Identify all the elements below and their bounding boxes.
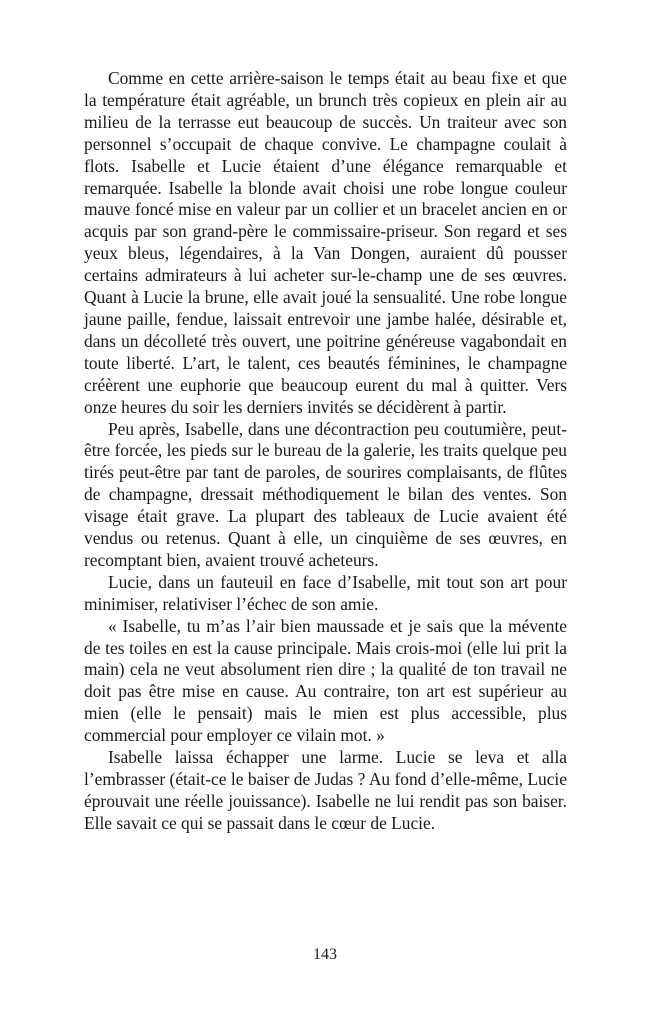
paragraph-dialogue: « Isabelle, tu m’as l’air bien maussade et je sais que la mévente de tes toiles en est la cause principale. Mais crois-moi (elle lui prit la main) cela ne veut absolument rien dire ; la qualité de ton travail ne doit pas être mise en cause. Au contraire, ton art est supérieur au mien (elle le pensait) mais le mien est plus accessible, plus commercial pour employer ce vilain mot. »	[84, 615, 567, 746]
paragraph-sales-review: Peu après, Isabelle, dans une décontraction peu coutumière, peut-être forcée, les pieds sur le bureau de la galerie, les traits quelque peu tirés peut-être par tant de paroles, de sourires complaisants, de flûtes de champagne, dressait méthodiquement le bilan des ventes. Son visage était grave. La plupart des tableaux de Lucie avaient été vendus ou retenus. Quant à elle, un cinquième de ses œuvres, en recomptant bien, avaient trouvé acheteurs.	[84, 418, 567, 570]
paragraph-lucie-armchair: Lucie, dans un fauteuil en face d’Isabelle, mit tout son art pour minimiser, relativiser l’échec de son amie.	[84, 571, 567, 614]
paragraph-tear: Isabelle laissa échapper une larme. Lucie se leva et alla l’embrasser (était-ce le baiser de Judas ? Au fond d’elle-même, Lucie éprouvait une réelle jouissance). Isabelle ne lui rendit pas son baiser. Elle savait ce qui se passait dans le cœur de Lucie.	[84, 747, 567, 833]
page-number: 143	[313, 946, 337, 963]
body-text	[84, 68, 567, 835]
paragraph-brunch: Comme en cette arrière-saison le temps était au beau fixe et que la température était agréable, un brunch très copieux en plein air au milieu de la terrasse eut beaucoup de succès. Un traiteur avec son personnel s’occupait de chaque convive. Le champagne coulait à flots. Isabelle et Lucie étaient d’une élégance remarquable et remarquée. Isabelle la blonde avait choisi une robe longue couleur mauve foncé mise en valeur par un collier et un bracelet ancien en or acquis par son grand-père le commissaire-priseur. Son regard et ses yeux bleus, légendaires, à la Van Dongen, auraient dû pousser certains admirateurs à lui acheter sur-le-champ une de ses œuvres. Quant à Lucie la brune, elle avait joué la sensualité. Une robe longue jaune paille, fendue, laissait entrevoir une jambe halée, désirable et, dans un décolleté très ouvert, une poitrine généreuse vagabondait en toute liberté. L’art, le talent, ces beautés féminines, le champagne créèrent une euphorie que beaucoup eurent du mal à quitter. Vers onze heures du soir les derniers invités se décidèrent à partir.	[84, 68, 567, 417]
